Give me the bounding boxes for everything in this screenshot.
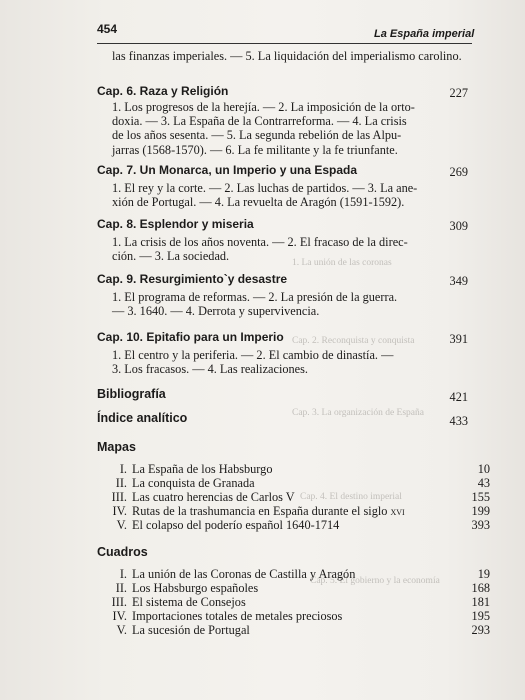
running-title: La España imperial [374, 28, 475, 40]
summary-line: 1. Los progresos de la herejía. — 2. La imposición de la orto- [112, 100, 415, 114]
item-text: La sucesión de Portugal [132, 623, 250, 637]
list-item [97, 567, 492, 581]
summary-line: xión de Portugal. — 4. La revuelta de Aragón (1591-1592). [112, 195, 405, 210]
summary-line: 1. La crisis de los años noventa. — 2. El fracaso de la direc- [112, 235, 408, 249]
item-text: Las cuatro herencias de Carlos V [132, 490, 295, 504]
item-text: La España de los Habsburgo [132, 462, 273, 476]
item-number: III. [111, 595, 127, 609]
summary-line: jarras (1568-1570). — 6. La fe militante y la fe triunfante. [112, 142, 398, 157]
summary-line: — 3. 1640. — 4. Derrota y supervivencia. [112, 304, 320, 319]
chapter-8-page: 309 [449, 219, 468, 233]
summary-line: 1. El centro y la periferia. — 2. El cambio de dinastía. — [112, 348, 394, 362]
bibliografia-page: 421 [449, 390, 468, 404]
chapter-7-title: Cap. 7. Un Monarca, un Imperio y una Espada [97, 163, 358, 177]
list-item [97, 490, 492, 504]
chapter-8-title: Cap. 8. Esplendor y miseria [97, 217, 254, 231]
item-text-main: Rutas de la trashumancia en España durante el siglo [132, 504, 388, 518]
chapter-10-page: 391 [449, 332, 468, 346]
chapter-7-summary [112, 181, 477, 209]
list-item [97, 623, 492, 637]
item-text: El colapso del poderío español 1640-1714 [132, 518, 340, 532]
list-item [97, 581, 492, 595]
item-page: 10 [477, 462, 490, 476]
cuadros-heading: Cuadros [97, 545, 148, 559]
item-number: IV. [112, 504, 127, 518]
list-item [97, 595, 492, 609]
item-number: V. [116, 623, 127, 637]
chapter-7-page: 269 [449, 165, 468, 179]
item-text-century: xvi [390, 506, 405, 518]
item-page: 168 [471, 581, 490, 595]
item-page: 155 [471, 490, 490, 504]
item-number: III. [111, 490, 127, 504]
item-text: El sistema de Consejos [132, 595, 246, 609]
item-text: Importaciones totales de metales preciosos [132, 609, 343, 623]
summary-line: ción. — 3. La sociedad. [112, 249, 230, 264]
summary-line: doxia. — 3. La España de la Contrarreforma. — 4. La crisis [112, 114, 407, 129]
bibliografia-label: Bibliografía [97, 387, 166, 401]
item-number: IV. [112, 609, 127, 623]
chapter-6-title: Cap. 6. Raza y Religión [97, 84, 229, 98]
summary-line: de los años sesenta. — 5. La segunda rebelión de las Alpu- [112, 128, 402, 143]
item-number: I. [119, 567, 127, 581]
header-rule [97, 43, 472, 44]
indice-page: 433 [449, 414, 468, 428]
list-item [97, 518, 492, 532]
chapter-6-page: 227 [449, 86, 468, 100]
item-page: 19 [477, 567, 490, 581]
chapter-8-summary [112, 235, 477, 263]
item-number: V. [116, 518, 127, 532]
list-item [97, 504, 492, 518]
intro-text: las finanzas imperiales. — 5. La liquidación del imperialismo carolino. [112, 49, 462, 63]
item-page: 195 [471, 609, 490, 623]
item-page: 293 [471, 623, 490, 637]
item-page: 43 [477, 476, 490, 490]
mapas-heading: Mapas [97, 440, 136, 454]
chapter-10-title: Cap. 10. Epitafio para un Imperio [97, 330, 284, 344]
chapter-10-summary [112, 348, 477, 376]
summary-line: 3. Los fracasos. — 4. Las realizaciones. [112, 362, 308, 377]
list-item [97, 476, 492, 490]
page-number: 454 [97, 22, 118, 36]
item-page: 199 [471, 504, 490, 518]
book-page: 454 La España imperial las finanzas imperiales. — 5. La liquidación del imperialismo carolino. 1. La unión de las coronas Cap. 2. Reconquista y conquista Cap. 3. La organización de España Cap. 4. El destino imperial Cap. 5. El gobierno y la economía Cap. 6. Raza y Religión 227 1. Los progresos de la herejía. — 2. La imposición de la orto- doxia. — 3. La España de la Contrarreforma. — 4. La crisis de los años sesenta. — 5. La segunda rebelión de las Alpu- jarras (1568-1570). — 6. La fe militante y la fe triunfante. Cap. 7. Un Monarca, un Imperio y una Espada 269 1. El rey y la corte. — 2. Las luchas de partidos. — 3. La ane- xión de Portugal. — 4. La revuelta de Aragón (1591-1592). Cap. 8. Esplendor y miseria 309 1. La crisis de los años noventa. — 2. El fracaso de la direc- ción. — 3. La sociedad. Cap. 9. Resurgimiento`y desastre 349 1. El programa de reformas. — 2. La presión de la guerra. — 3. 1640. — 4. Derrota y supervivencia. Cap. 10. Epitafio para un Imperio 391 1. El centro y la periferia. — 2. El cambio de dinastía. — 3. Los fracasos. — 4. Las realizaciones. Bibliografía 421 Índice analítico 433 Mapas I. La España de los Habsburgo 10 II. La conquista de Granada 43 III. Las cuatro herencias de Carlos V 155 IV. Rutas de la trashumancia en España durante el siglo xvi 199 V. El colapso del poderío español 1640-1714 393 Cuadros I. La unión de las Coronas de Castilla y Aragón 19 II. Los Habsburgo españoles 168 III. El sistema de Consejos 181 IV. Importaciones totales de metales preciosos 195 V. La sucesión de Portugal 293 [0, 0, 525, 700]
chapter-9-title: Cap. 9. Resurgimiento`y desastre [97, 272, 288, 286]
item-text: Los Habsburgo españoles [132, 581, 259, 595]
summary-line: 1. El rey y la corte. — 2. Las luchas de partidos. — 3. La ane- [112, 181, 418, 195]
summary-line: 1. El programa de reformas. — 2. La presión de la guerra. [112, 290, 398, 304]
item-number: II. [115, 476, 127, 490]
item-number: I. [119, 462, 127, 476]
item-text [132, 504, 405, 519]
indice-label: Índice analítico [97, 411, 188, 425]
chapter-9-summary [112, 290, 477, 318]
item-text: La conquista de Granada [132, 476, 255, 490]
item-number: II. [115, 581, 127, 595]
item-page: 181 [471, 595, 490, 609]
item-text: La unión de las Coronas de Castilla y Aragón [132, 567, 356, 581]
chapter-6-summary [112, 100, 477, 157]
chapter-9-page: 349 [449, 274, 468, 288]
list-item [97, 609, 492, 623]
list-item [97, 462, 492, 476]
item-page: 393 [471, 518, 490, 532]
